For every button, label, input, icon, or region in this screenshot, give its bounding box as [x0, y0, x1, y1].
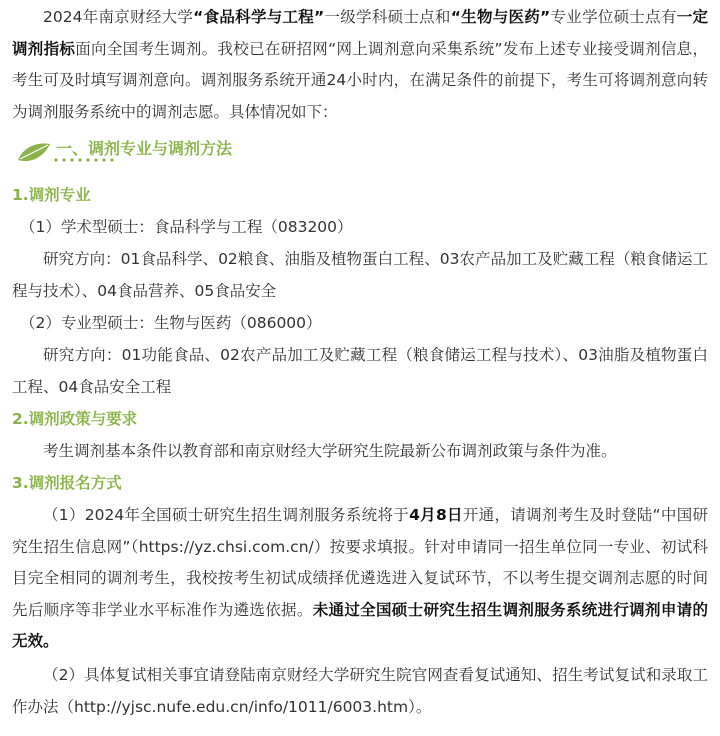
intro-paragraph: [12, 2, 708, 128]
major-professional-directions: 研究方向：01功能食品、02农产品加工及贮藏工程（粮食储运工程与技术）、03油脂及植物蛋白工程、04食品安全工程: [12, 346, 708, 396]
intro-text-4: 面向全国考生调剂。我校已在研招网“网上调剂意向采集系统”发布上述专业接受调剂信息，考生可及时填写调剂意向。调剂服务系统开通24小时内，在满足条件的前提下，考生可将调剂意向转为调剂服务系统中的调剂志愿。具体情况如下：: [12, 39, 708, 121]
application-warning-bold: 未通过全国硕士研究生招生调剂服务系统进行调剂申请的无效。: [12, 600, 708, 650]
intro-bold-quota: 一定调剂指标: [12, 8, 709, 58]
major-academic: （1）学术型硕士：食品科学与工程（083200）: [20, 218, 353, 236]
application-paragraph-1: [12, 500, 708, 658]
subheading-application: 3.调剂报名方式: [12, 474, 122, 492]
application-paragraph-2: （2）具体复试相关事宜请登陆南京财经大学研究生院官网查看复试通知、招生考试复试和录取工作办法（http://yjsc.nufe.edu.cn/info/1011/6003.htm）。: [12, 666, 708, 716]
policy-text: 考生调剂基本条件以教育部和南京财经大学研究生院最新公布调剂政策与条件为准。: [43, 442, 617, 460]
application-text-2: 开通，请调剂考生及时登陆“中国研究生招生信息网”（https://yz.chsi.com.cn/）按要求填报。针对申请同一招生单位同一专业、初试科目完全相同的调剂考生，我校按考生初试成绩择优遴选进入复试环节，不以考生提交调剂志愿的时间先后顺序等非学业水平标准作为遴选依据。: [12, 506, 709, 619]
section-heading: [10, 132, 710, 172]
intro-bold-biomed: “生物与医药”: [450, 8, 551, 26]
application-text-1: （1）2024年全国硕士研究生招生调剂服务系统将于: [43, 506, 410, 524]
section-title: 一、调剂专业与调剂方法: [56, 139, 233, 158]
intro-bold-food-science: “食品科学与工程”: [193, 8, 325, 26]
subheading-policy: 2.调剂政策与要求: [12, 410, 138, 428]
intro-text-2: 一级学科硕士点和: [324, 8, 451, 26]
major-professional: （2）专业型硕士：生物与医药（086000）: [20, 314, 322, 332]
major-academic-directions: 研究方向：01食品科学、02粮食、油脂及植物蛋白工程、03农产品加工及贮藏工程（粮食储运工程与技术）、04食品营养、05食品安全: [12, 250, 708, 300]
application-date-bold: 4月8日: [409, 506, 463, 524]
intro-text-1: 2024年南京财经大学: [43, 8, 194, 26]
intro-text-3: 专业学位硕士点有: [550, 8, 677, 26]
subheading-majors: 1.调剂专业: [12, 186, 91, 204]
